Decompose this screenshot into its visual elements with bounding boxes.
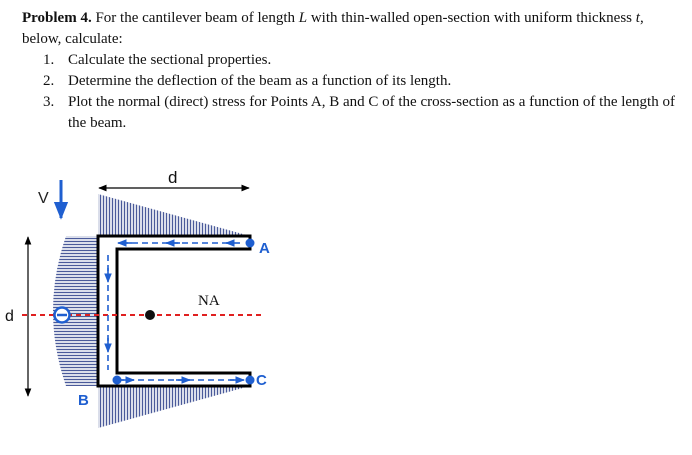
intro-post: ,	[639, 10, 644, 26]
centroid-marker	[145, 310, 155, 320]
task-text: Plot the normal (direct) stress for Points A, B and C of the cross-section as a function of the length of the beam.	[68, 94, 675, 131]
length-symbol: L	[298, 10, 308, 26]
channel-section	[98, 236, 250, 386]
point-c-marker	[246, 376, 255, 385]
problem-label: Problem 4.	[22, 10, 92, 26]
intro-pre: For the cantilever beam of length	[95, 10, 299, 26]
top-flange-shear-flow	[98, 194, 250, 236]
corner-point	[113, 376, 122, 385]
task-number: 1.	[43, 52, 55, 68]
point-a-label: A	[259, 240, 270, 257]
intro-line-2: below, calculate:	[22, 31, 123, 47]
dimension-left-label: d	[5, 308, 14, 325]
task-text: Determine the deflection of the beam as a function of its length.	[68, 73, 452, 89]
thickness-symbol: t	[635, 10, 640, 26]
bottom-flange-shear-flow	[98, 386, 250, 428]
task-text: Calculate the sectional properties.	[68, 52, 272, 68]
intro-mid: with thin-walled open-section with uniform thickness	[307, 10, 636, 26]
point-b-label: B	[78, 392, 89, 409]
neutral-axis-label: NA	[198, 293, 220, 309]
shear-force-label: V	[38, 190, 49, 207]
shear-center-icon	[55, 308, 70, 323]
dimension-top-label: d	[168, 168, 178, 187]
task-number: 2.	[43, 73, 55, 89]
task-number: 3.	[43, 94, 55, 110]
point-c-label: C	[256, 372, 267, 389]
point-a-marker	[246, 239, 255, 248]
